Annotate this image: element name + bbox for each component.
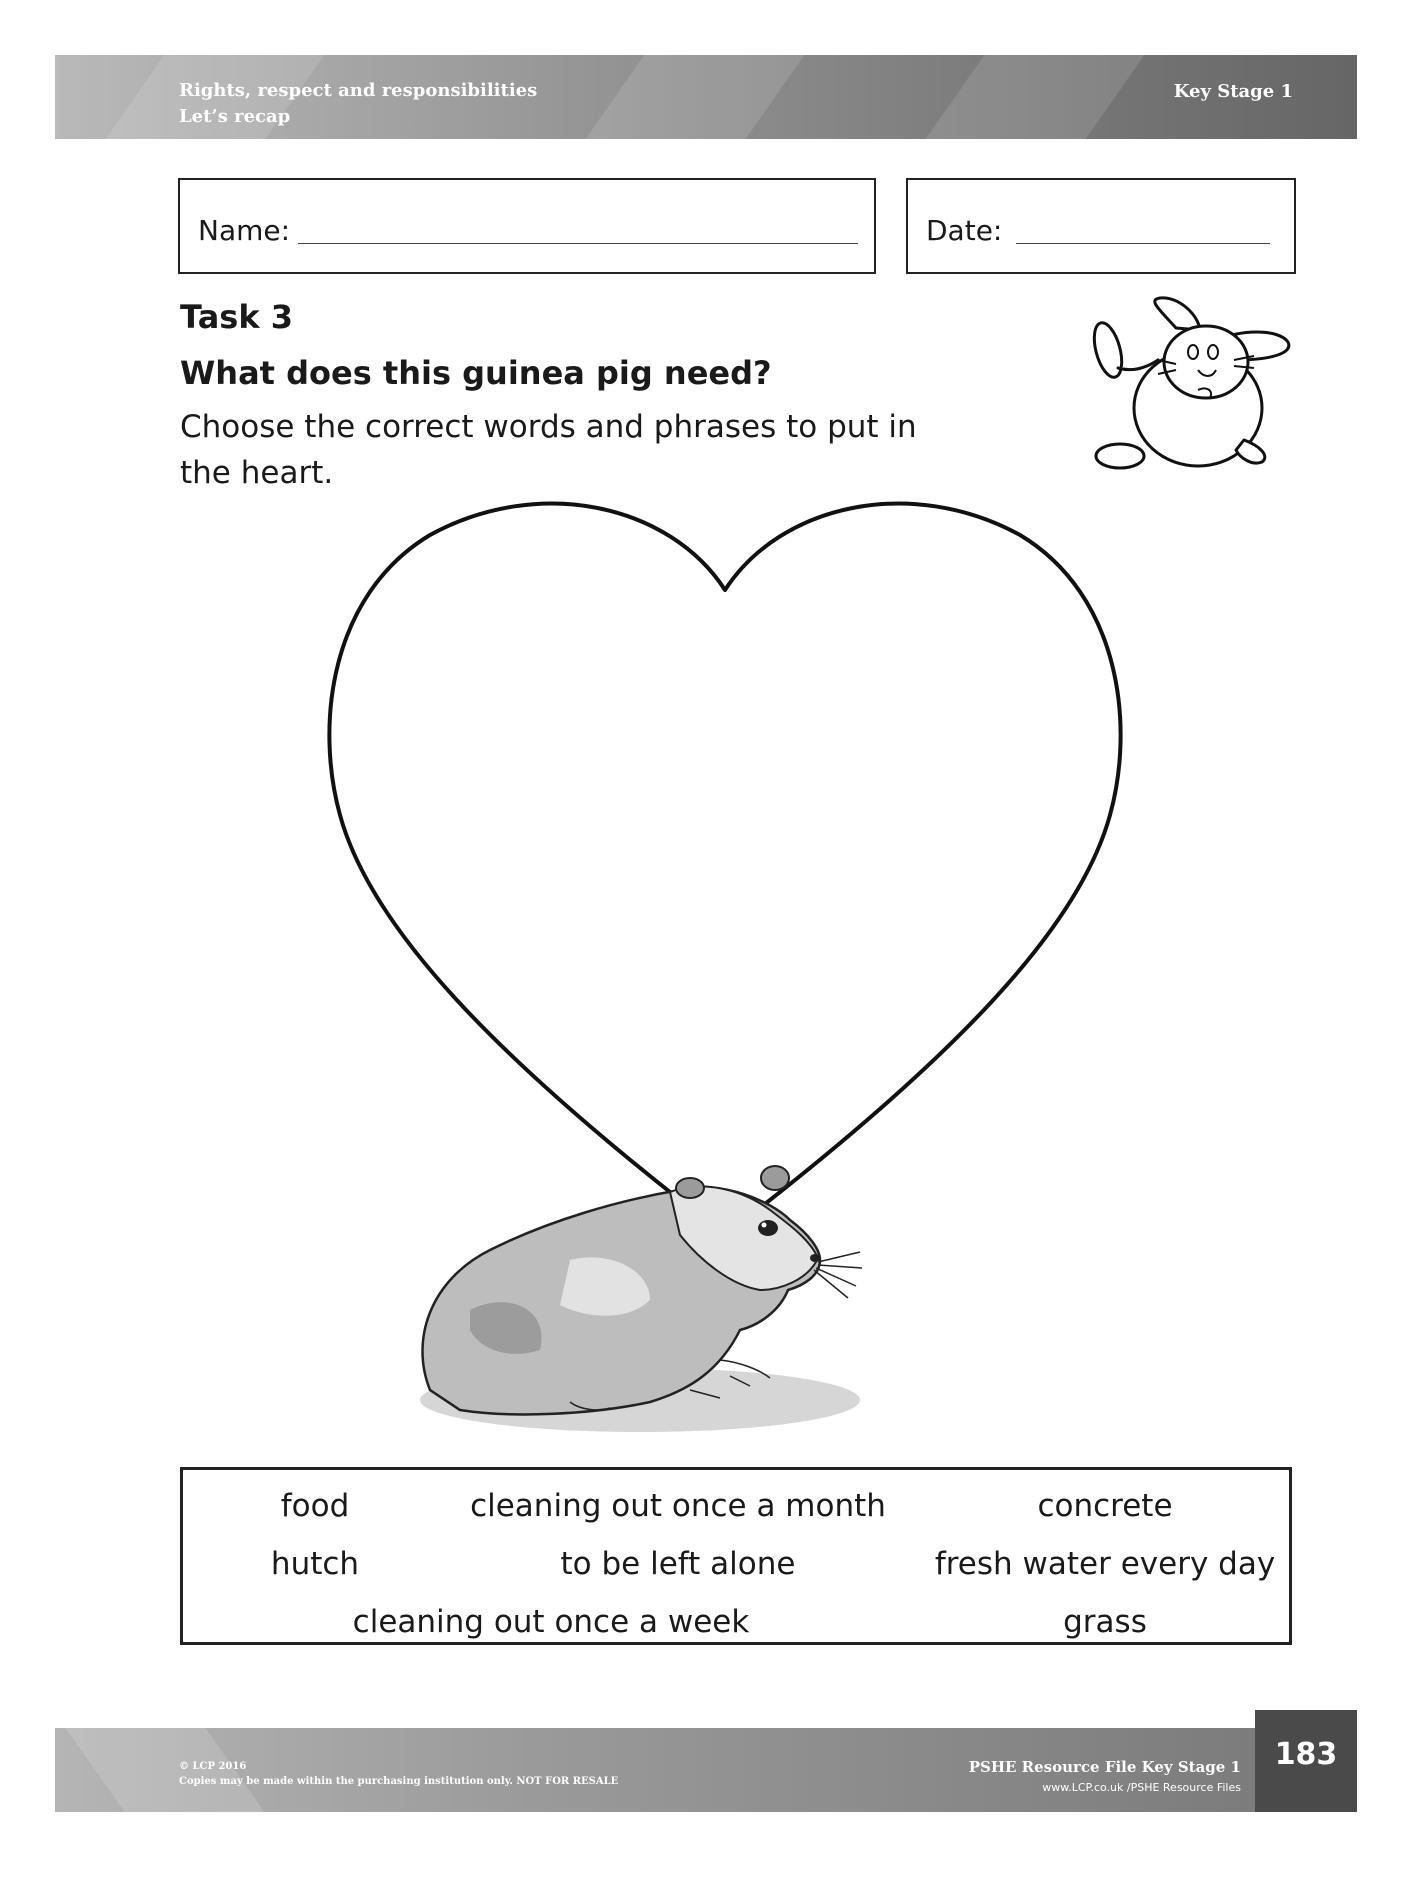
heart-drawing-area[interactable] [310,495,1140,1235]
word-option[interactable]: cleaning out once a week [352,1604,750,1640]
task-title: Task 3 [180,298,294,336]
word-option[interactable]: concrete [1037,1488,1173,1524]
copy-notice: Copies may be made within the purchasing institution only. NOT FOR RESALE [179,1776,619,1787]
rabbit-icon [1048,290,1308,480]
date-write-line[interactable] [1016,243,1270,244]
copyright-text: © LCP 2016 [179,1761,247,1772]
date-label: Date: [926,214,1003,247]
word-option[interactable]: cleaning out once a month [470,1488,886,1524]
word-option[interactable]: fresh water every day [934,1546,1276,1582]
header-topic: Rights, respect and responsibilities [179,80,538,101]
header-stripe [586,55,805,139]
word-option[interactable]: food [280,1488,350,1524]
header-key-stage: Key Stage 1 [1173,81,1293,102]
word-option[interactable]: grass [1063,1604,1147,1640]
word-bank [180,1467,1292,1645]
name-label: Name: [198,214,291,247]
task-question: What does this guinea pig need? [180,354,772,392]
guinea-pig-icon [390,1140,890,1440]
resource-title: PSHE Resource File Key Stage 1 [968,1758,1241,1776]
name-write-line[interactable] [298,243,858,244]
task-instruction: Choose the correct words and phrases to put in the heart. [180,409,917,491]
page-footer-band [55,1728,1255,1812]
header-stripe [926,55,1145,139]
word-option[interactable]: to be left alone [560,1546,796,1582]
page-number: 183 [1255,1710,1357,1812]
resource-url: www.LCP.co.uk /PSHE Resource Files [1042,1781,1241,1794]
date-field[interactable] [906,178,1296,274]
name-field[interactable] [178,178,876,274]
header-subtopic: Let’s recap [179,106,291,127]
page-header-band [55,55,1357,139]
word-option[interactable]: hutch [270,1546,360,1582]
